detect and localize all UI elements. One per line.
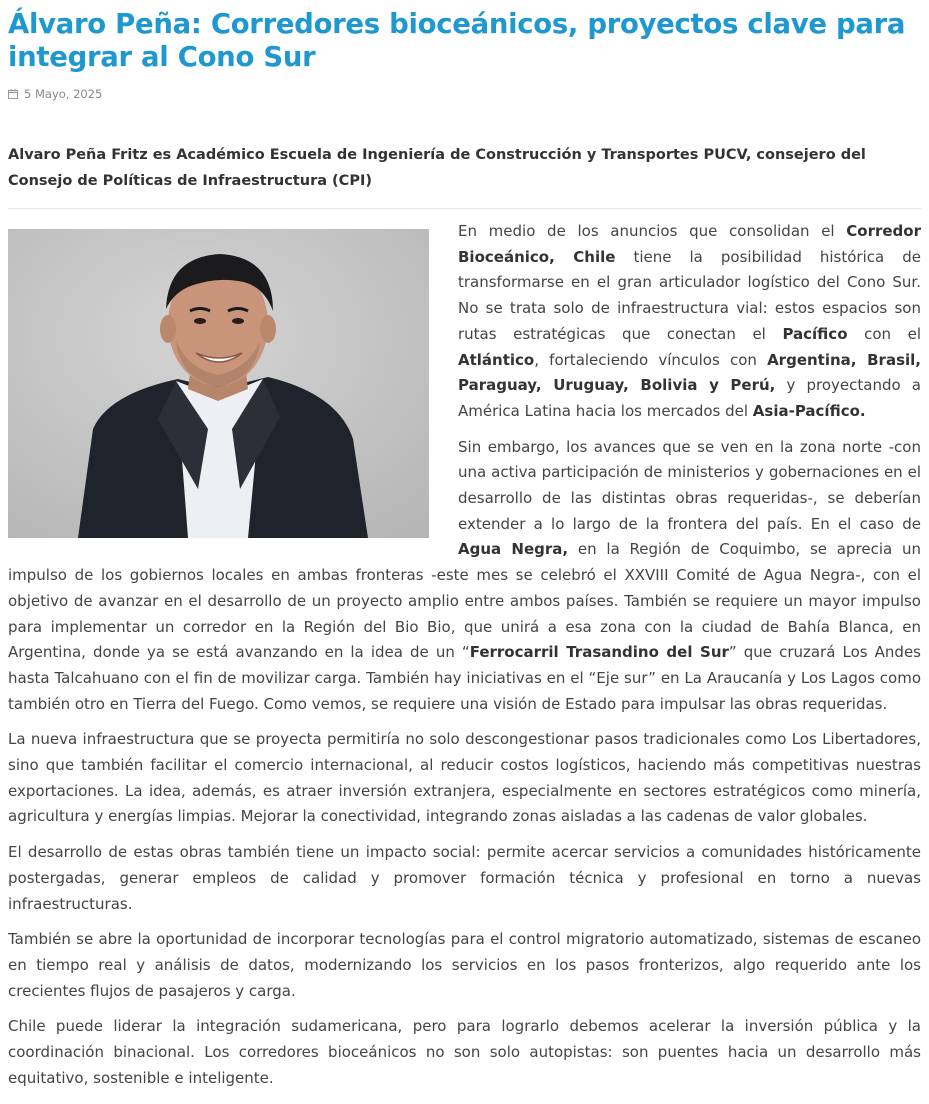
paragraph-6: Chile puede liderar la integración sudamericana, pero para lograrlo debemos acelerar la inversión pública y la coordinación binacional. Los corredores bioceánicos no son solo autopistas: son puentes hacia un desarrollo más equitativo, sostenible e inteligente. (8, 1017, 921, 1087)
paragraph-3: La nueva infraestructura que se proyecta permitiría no solo descongestionar pasos tradicionales como Los Libertadores, sino que también facilitar el comercio internacional, al reducir costos logísticos, haciendo más competitivas nuestras exportaciones. La idea, además, es atraer inversión extranjera, especialmente en sectores estratégicos como minería, agricultura y energías limpias. Mejorar la conectividad, integrando zonas aisladas a las cadenas de valor globales. (8, 730, 921, 826)
paragraph-4: El desarrollo de estas obras también tiene un impacto social: permite acercar servicios a comunidades históricamente postergadas, generar empleos de calidad y promover formación técnica y profesional en torno a nuevas infraestructuras. (8, 843, 921, 913)
bold-run: Pacífico (782, 324, 848, 343)
bold-run: Corredor Bioceánico, Chile (458, 222, 921, 266)
article (8, 0, 921, 1092)
bold-run: Argentina, Brasil, Paraguay, Uruguay, Bolivia y Perú, (458, 350, 921, 395)
text-run: tiene la posibilidad histórica de transformarse en el gran articulador logístico del Cono Sur. No se trata solo de infraestructura vial: estos espacios son rutas estratégicas que conectan el (458, 247, 921, 343)
bold-run: Agua Negra, (458, 540, 569, 559)
text-run: En medio de los anuncios que consolidan el (458, 222, 847, 240)
text-run: con el (847, 324, 921, 343)
bold-run: Atlántico (458, 350, 535, 369)
article-date: 5 Mayo, 2025 (24, 87, 103, 101)
text-run: en la Región de Coquimbo, se aprecia un impulso de los gobiernos locales en ambas fronteras -este mes se celebró el XXVIII Comité de Agua Negra-, con el objetivo de avanzar en el desarrollo de un proyecto amplio entre ambos países. También se requiere un mayor impulso para implementar un corredor en la Región del Bio Bio, que unirá a esa zona con la ciudad de Bahía Blanca, en Argentina, donde ya se está avanzando en la idea de un “ (8, 540, 921, 662)
author-photo (8, 229, 429, 538)
bold-run: Asia-Pacífico. (752, 401, 866, 420)
bold-run: Ferrocarril Trasandino del Sur (469, 643, 729, 662)
author-portrait-illustration (8, 229, 429, 538)
text-run: ” que cruzará Los Andes hasta Talcahuano con el fin de movilizar carga. También hay iniciativas en el “Eje sur” en La Araucanía y Los Lagos como también otro en Tierra del Fuego. Como vemos, se requiere una visión de Estado para impulsar las obras requeridas. (8, 643, 921, 713)
article-lead: Alvaro Peña Fritz es Académico Escuela de Ingeniería de Construcción y Transportes PUCV, consejero del Consejo de Políticas de Infraestructura (CPI) (8, 142, 921, 209)
text-run: y proyectando a América Latina hacia los mercados del (458, 376, 921, 420)
calendar-icon (8, 89, 18, 99)
article-body (8, 219, 921, 1092)
text-run: Sin embargo, los avances que se ven en la zona norte -con una activa participación de ministerios y gobernaciones en el desarrollo de las distintas obras requeridas-, se deberían extender a lo largo de la frontera del país. En el caso de (458, 437, 921, 533)
text-run: , fortaleciendo vínculos con (534, 350, 768, 369)
article-meta (8, 87, 921, 101)
paragraph-5: También se abre la oportunidad de incorporar tecnologías para el control migratorio automatizado, sistemas de escaneo en tiempo real y análisis de datos, modernizando los servicios en los pasos fronterizos, algo requerido ante los crecientes flujos de pasajeros y carga. (8, 930, 921, 1000)
article-title: Álvaro Peña: Corredores bioceánicos, proyectos clave para integrar al Cono Sur (8, 8, 906, 73)
